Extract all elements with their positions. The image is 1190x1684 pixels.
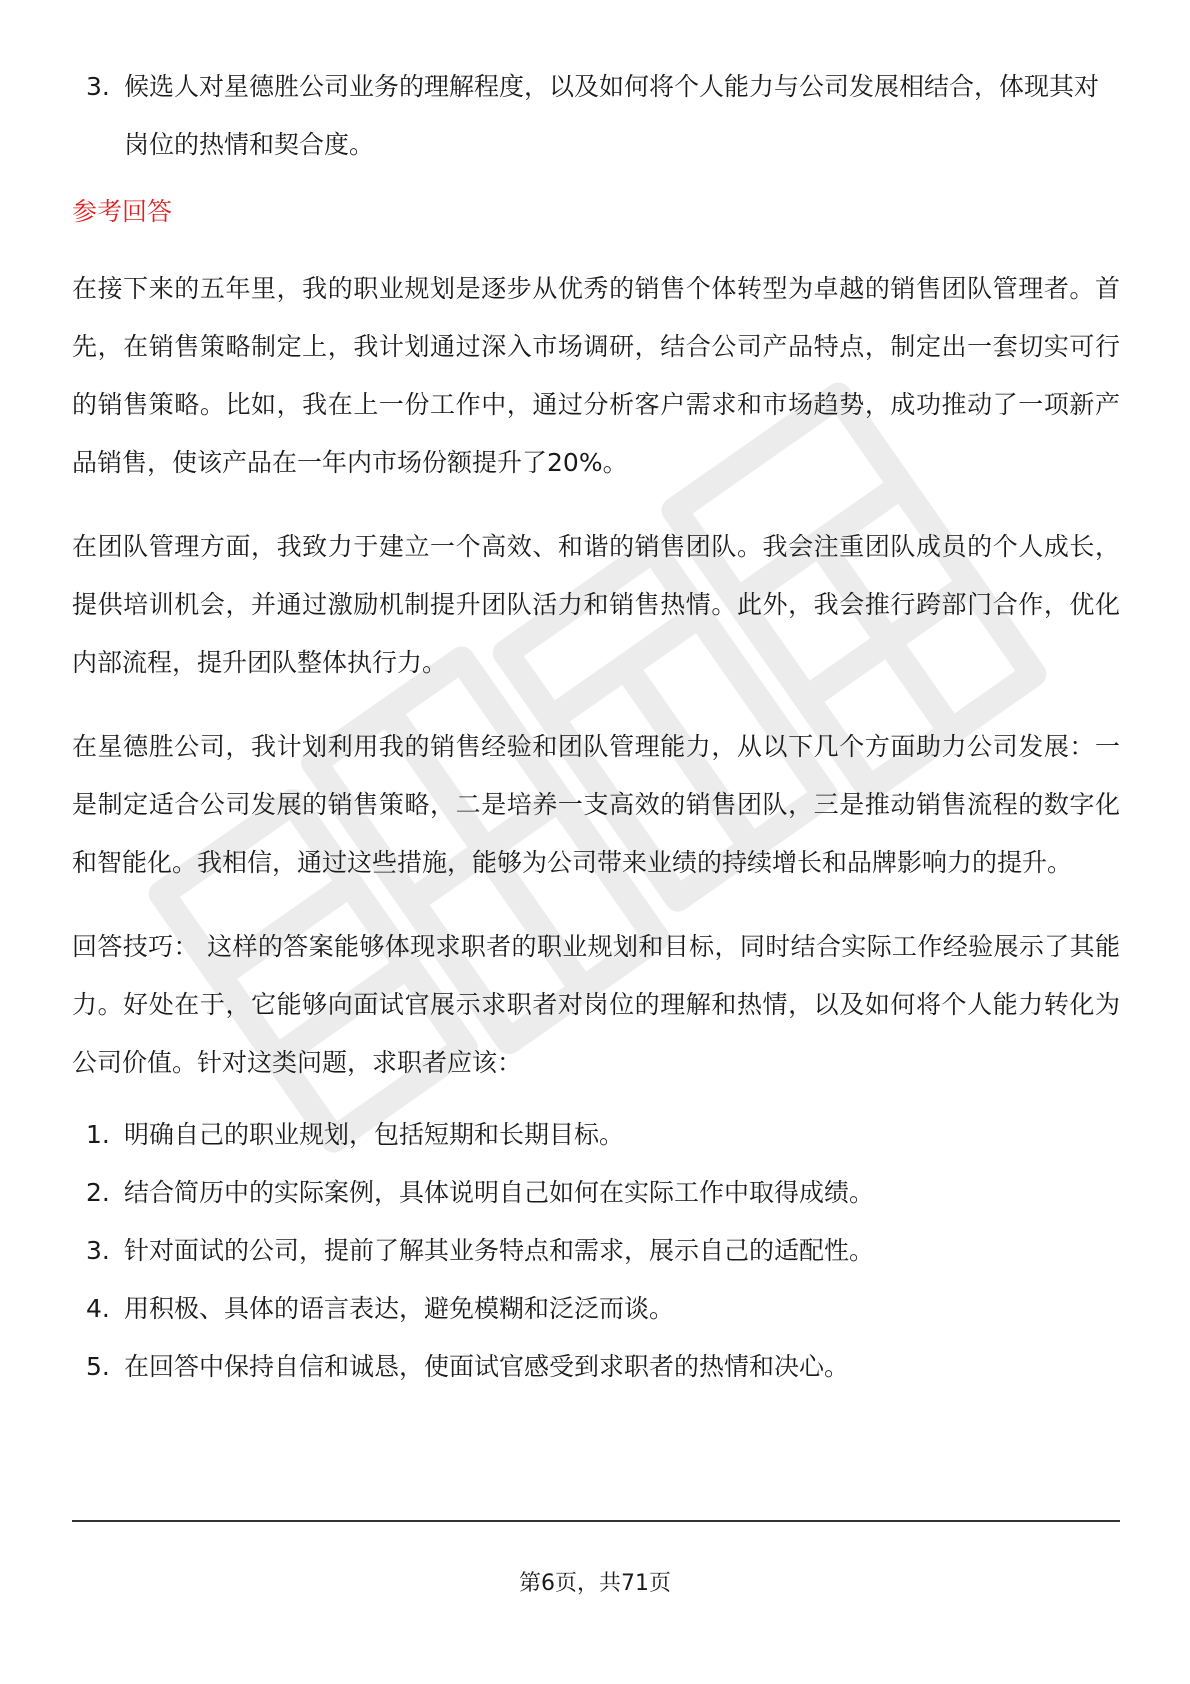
list-item: [72, 1106, 1120, 1164]
page-content: [72, 58, 1120, 1396]
list-text: 用积极、具体的语言表达，避免模糊和泛泛而谈。: [124, 1294, 675, 1323]
list-item: [72, 1338, 1120, 1396]
page-number: 第6页，共71页: [519, 1571, 671, 1596]
section-heading: 参考回答: [72, 197, 173, 226]
list-number: 2.: [86, 1178, 110, 1207]
list-text: 针对面试的公司，提前了解其业务特点和需求，展示自己的适配性。: [124, 1236, 875, 1265]
list-item: [72, 1222, 1120, 1280]
list-number: 3.: [86, 72, 110, 101]
list-text: 结合简历中的实际案例，具体说明自己如何在实际工作中取得成绩。: [124, 1178, 875, 1207]
answer-paragraph-2: 在团队管理方面，我致力于建立一个高效、和谐的销售团队。我会注重团队成员的个人成长，提供培训机会，并通过激励机制提升团队活力和销售热情。此外，我会推行跨部门合作，优化内部流程，提升团队整体执行力。: [72, 532, 1120, 677]
answer-tips-paragraph: 回答技巧： 这样的答案能够体现求职者的职业规划和目标，同时结合实际工作经验展示了其能力。好处在于，它能够向面试官展示求职者对岗位的理解和热情，以及如何将个人能力转化为公司价值。针对这类问题，求职者应该：: [72, 932, 1120, 1077]
list-number: 3.: [86, 1236, 110, 1265]
list-item: [72, 1164, 1120, 1222]
answer-paragraph-1: 在接下来的五年里，我的职业规划是逐步从优秀的销售个体转型为卓越的销售团队管理者。首先，在销售策略制定上，我计划通过深入市场调研，结合公司产品特点，制定出一套切实可行的销售策略。比如，我在上一份工作中，通过分析客户需求和市场趋势，成功推动了一项新产品销售，使该产品在一年内市场份额提升了20%。: [72, 274, 1120, 477]
list-number: 5.: [86, 1352, 110, 1381]
list-text: 明确自己的职业规划，包括短期和长期目标。: [124, 1120, 625, 1149]
footer-divider: [72, 1520, 1120, 1522]
list-number: 4.: [86, 1294, 110, 1323]
answer-paragraph-3: 在星德胜公司，我计划利用我的销售经验和团队管理能力，从以下几个方面助力公司发展：一是制定适合公司发展的销售策略，二是培养一支高效的销售团队，三是推动销售流程的数字化和智能化。我相信，通过这些措施，能够为公司带来业绩的持续增长和品牌影响力的提升。: [72, 732, 1120, 877]
list-text: 候选人对星德胜公司业务的理解程度，以及如何将个人能力与公司发展相结合，体现其对岗位的热情和契合度。: [124, 72, 1100, 159]
list-number: 1.: [86, 1120, 110, 1149]
list-item: [72, 1280, 1120, 1338]
tips-list: [72, 1106, 1120, 1396]
list-text: 在回答中保持自信和诚恳，使面试官感受到求职者的热情和决心。: [124, 1352, 850, 1381]
evaluation-point-3: [72, 58, 1120, 174]
